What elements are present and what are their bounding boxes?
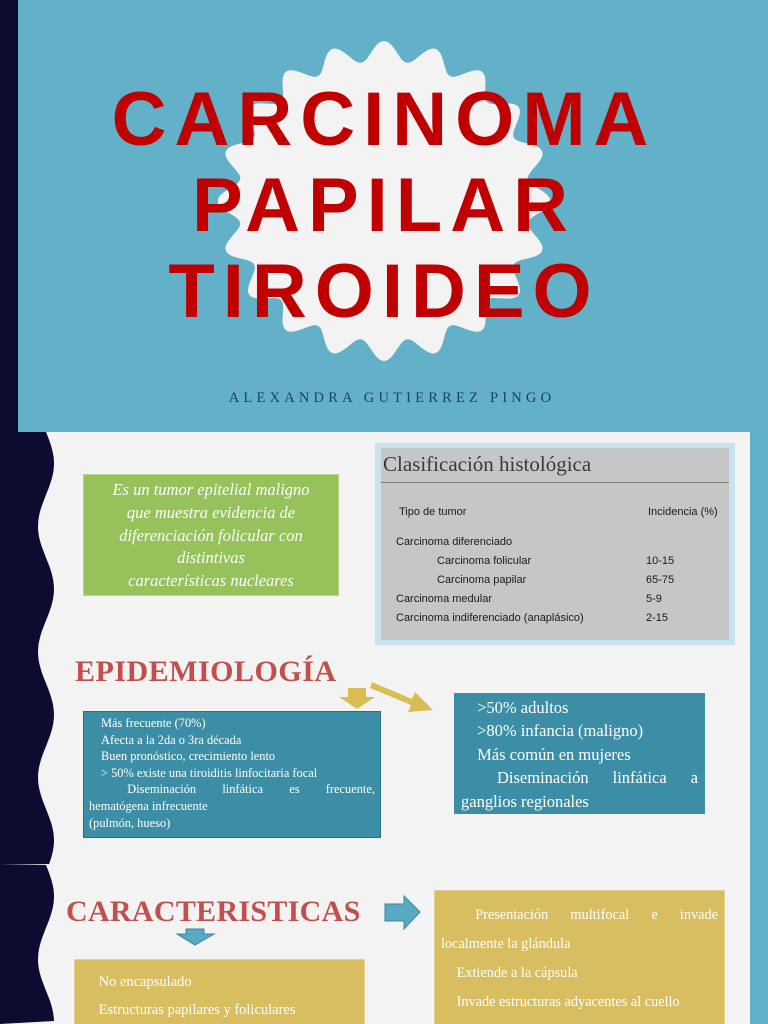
list-item: Estructuras papilares y foliculares — [98, 1002, 296, 1019]
histology-col-incidence: Incidencia (%) — [648, 506, 718, 518]
histology-row-name: Carcinoma medular — [396, 593, 492, 605]
list-item: Extiende a la cápsula — [456, 964, 578, 981]
list-item: Más frecuente (70%) — [101, 716, 206, 730]
wavy-left-border — [0, 432, 60, 865]
list-item: Afecta a la 2da o 3ra década — [101, 732, 242, 747]
histology-title: Clasificación histológica — [383, 452, 592, 476]
histology-col-type: Tipo de tumor — [399, 506, 467, 518]
title-line-3: TIROIDEO — [168, 249, 600, 334]
epidemiology-left-list — [83, 711, 381, 838]
definition-line: distintivas — [177, 548, 245, 568]
characteristics-heading: CARACTERISTICAS — [66, 895, 361, 928]
right-color-band — [750, 865, 768, 1024]
histology-row-name: Carcinoma diferenciado — [396, 536, 513, 548]
list-item-continued: ganglios regionales — [461, 791, 589, 811]
histology-row-name: Carcinoma folicular — [437, 555, 532, 567]
histology-row-value: 10-15 — [646, 555, 675, 567]
definition-line: que muestra evidencia de — [126, 502, 296, 522]
list-item: >50% adultos — [477, 698, 569, 717]
list-item: Invade estructuras adyacentes al cuello — [456, 993, 680, 1010]
definition-line: Es un tumor epitelial maligno — [112, 480, 310, 499]
definition-line: diferenciación folicular con — [119, 525, 303, 545]
title-line-2: PAPILAR — [192, 163, 576, 248]
author-name: ALEXANDRA GUTIERREZ PINGO — [228, 390, 556, 406]
epidemiology-right-list — [454, 693, 705, 814]
arrow-right-icon — [384, 895, 422, 931]
content-slide-epidemiology — [0, 432, 768, 865]
characteristics-left-list — [74, 959, 365, 1024]
title-slide — [0, 0, 768, 432]
histology-row-value: 65-75 — [646, 574, 675, 586]
list-item: Más común en mujeres — [477, 744, 631, 764]
list-item-continued: localmente la glándula — [441, 935, 571, 952]
arrow-down-icon — [176, 928, 216, 946]
list-item: >80% infancia (maligno) — [477, 721, 644, 741]
list-item-continued: hematógena infrecuente — [89, 799, 208, 814]
list-item: Diseminación linfática a — [497, 768, 698, 788]
histology-row-name: Carcinoma papilar — [437, 574, 527, 586]
right-color-band — [750, 432, 768, 865]
list-item-continued: (pulmón, hueso) — [89, 815, 171, 830]
title-line-1: CARCINOMA — [111, 77, 657, 162]
epidemiology-heading: EPIDEMIOLOGÍA — [75, 655, 337, 688]
wavy-left-border — [0, 865, 60, 1024]
histology-row-value: 5-9 — [646, 593, 662, 605]
definition-line: características nucleares — [128, 571, 294, 591]
content-slide-characteristics — [0, 865, 768, 1024]
histology-row-name: Carcinoma indiferenciado (anaplásico) — [396, 612, 584, 624]
list-item: > 50% existe una tiroiditis linfocitaria focal — [101, 765, 318, 780]
characteristics-right-list — [434, 890, 725, 1024]
definition-box — [83, 474, 339, 596]
histology-divider — [381, 482, 729, 483]
list-item: No encapsulado — [98, 974, 192, 990]
arrow-diagonal-icon — [368, 672, 436, 714]
list-item: Presentación multifocal e invade — [475, 907, 718, 923]
list-item: Buen pronóstico, crecimiento lento — [101, 749, 276, 764]
list-item: Diseminación linfática es frecuente, — [127, 782, 375, 797]
histology-row-value: 2-15 — [646, 612, 669, 624]
